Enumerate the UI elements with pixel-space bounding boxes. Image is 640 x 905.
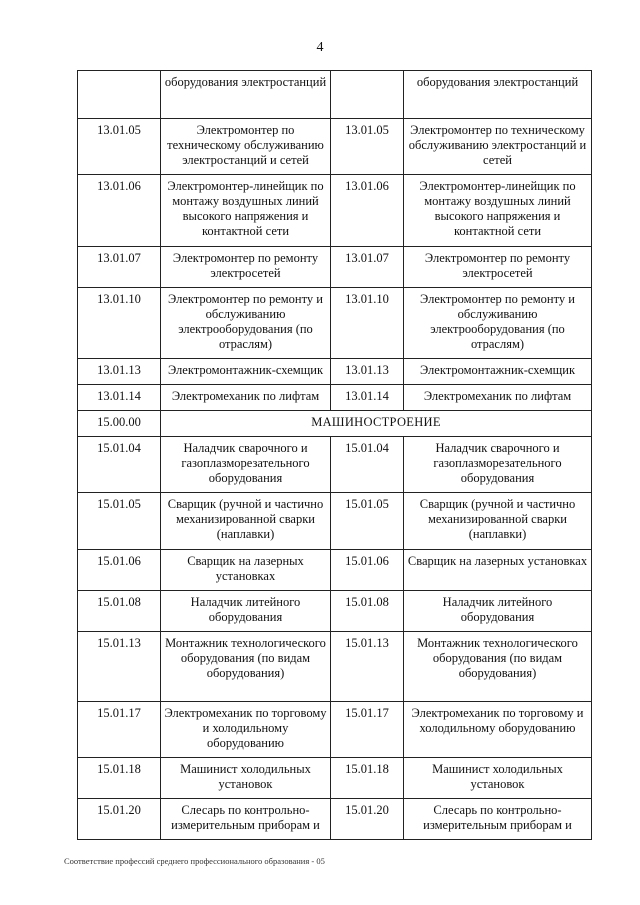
new-name-cell: Наладчик литейного оборудования — [404, 591, 592, 632]
old-code-cell: 15.01.05 — [78, 493, 161, 550]
old-code-cell: 13.01.05 — [78, 119, 161, 175]
page-number: 4 — [316, 40, 324, 55]
old-name-cell: Электромонтер по ремонту электросетей — [161, 247, 331, 288]
old-name-cell: Электромеханик по торговому и холодильному оборудованию — [161, 702, 331, 758]
old-code-cell: 13.01.07 — [78, 247, 161, 288]
new-name-cell: Сварщик (ручной и частично механизированной сварки (наплавки) — [404, 493, 592, 550]
new-name-cell: Электромонтер по ремонту электросетей — [404, 247, 592, 288]
table-row — [78, 799, 592, 840]
old-code-cell: 15.01.06 — [78, 550, 161, 591]
new-code-cell: 13.01.10 — [331, 288, 404, 359]
new-name-cell: Наладчик сварочного и газоплазморезательного оборудования — [404, 437, 592, 493]
new-name-cell: Машинист холодильных установок — [404, 758, 592, 799]
old-code-cell: 13.01.10 — [78, 288, 161, 359]
old-code-cell: 15.01.18 — [78, 758, 161, 799]
table-row — [78, 119, 592, 175]
section-row — [78, 411, 592, 437]
new-name-cell: Электромеханик по лифтам — [404, 385, 592, 411]
old-code-cell: 13.01.06 — [78, 175, 161, 247]
new-name-cell: Электромеханик по торговому и холодильному оборудованию — [404, 702, 592, 758]
table-row — [78, 175, 592, 247]
old-name-cell: Монтажник технологического оборудования (по видам оборудования) — [161, 632, 331, 702]
table-row — [78, 385, 592, 411]
old-name-cell: Электромонтер по ремонту и обслуживанию электрооборудования (по отраслям) — [161, 288, 331, 359]
new-code-cell: 15.01.17 — [331, 702, 404, 758]
old-code-cell: 15.01.13 — [78, 632, 161, 702]
table-body-machinery — [78, 437, 592, 840]
table-row — [78, 550, 592, 591]
old-code-cell: 15.01.04 — [78, 437, 161, 493]
table-row — [78, 288, 592, 359]
table-row — [78, 493, 592, 550]
new-name-cell: Слесарь по контрольно-измерительным приборам и — [404, 799, 592, 840]
old-code-cell: 13.01.14 — [78, 385, 161, 411]
old-code-cell: 15.01.17 — [78, 702, 161, 758]
new-code-cell: 15.01.08 — [331, 591, 404, 632]
old-name-cell: оборудования электростанций — [161, 71, 331, 119]
table-body-energy — [78, 71, 592, 411]
new-code-cell: 15.01.18 — [331, 758, 404, 799]
new-name-cell: Электромонтажник-схемщик — [404, 359, 592, 385]
new-code-cell: 15.01.13 — [331, 632, 404, 702]
old-name-cell: Наладчик сварочного и газоплазморезательного оборудования — [161, 437, 331, 493]
new-code-cell: 13.01.13 — [331, 359, 404, 385]
page-footer: Соответствие профессий среднего профессионального образования - 05 — [64, 856, 325, 866]
table-row — [78, 247, 592, 288]
old-name-cell: Слесарь по контрольно-измерительным приборам и — [161, 799, 331, 840]
new-name-cell: Электромонтер по техническому обслуживанию электростанций и сетей — [404, 119, 592, 175]
new-code-cell: 13.01.05 — [331, 119, 404, 175]
table-row — [78, 71, 592, 119]
old-code-cell — [78, 71, 161, 119]
section-code: 15.00.00 — [78, 411, 161, 437]
old-code-cell: 13.01.13 — [78, 359, 161, 385]
old-name-cell: Сварщик на лазерных установках — [161, 550, 331, 591]
section-title: МАШИНОСТРОЕНИЕ — [161, 411, 592, 437]
new-name-cell: Монтажник технологического оборудования (по видам оборудования) — [404, 632, 592, 702]
new-code-cell: 15.01.20 — [331, 799, 404, 840]
table-row — [78, 702, 592, 758]
new-code-cell: 13.01.06 — [331, 175, 404, 247]
professions-table — [77, 70, 592, 840]
new-name-cell: оборудования электростанций — [404, 71, 592, 119]
table-row — [78, 758, 592, 799]
old-code-cell: 15.01.20 — [78, 799, 161, 840]
old-name-cell: Машинист холодильных установок — [161, 758, 331, 799]
table-row — [78, 359, 592, 385]
old-name-cell: Электромонтер-линейщик по монтажу воздушных линий высокого напряжения и контактной сети — [161, 175, 331, 247]
new-name-cell: Электромонтер-линейщик по монтажу воздушных линий высокого напряжения и контактной сети — [404, 175, 592, 247]
new-code-cell: 13.01.14 — [331, 385, 404, 411]
old-name-cell: Наладчик литейного оборудования — [161, 591, 331, 632]
old-code-cell: 15.01.08 — [78, 591, 161, 632]
new-name-cell: Сварщик на лазерных установках — [404, 550, 592, 591]
new-code-cell: 15.01.06 — [331, 550, 404, 591]
new-code-cell: 15.01.05 — [331, 493, 404, 550]
old-name-cell: Электромеханик по лифтам — [161, 385, 331, 411]
old-name-cell: Сварщик (ручной и частично механизированной сварки (наплавки) — [161, 493, 331, 550]
table-row — [78, 591, 592, 632]
table-row — [78, 437, 592, 493]
new-code-cell: 15.01.04 — [331, 437, 404, 493]
new-code-cell — [331, 71, 404, 119]
new-code-cell: 13.01.07 — [331, 247, 404, 288]
table-section — [78, 411, 592, 437]
old-name-cell: Электромонтер по техническому обслуживанию электростанций и сетей — [161, 119, 331, 175]
old-name-cell: Электромонтажник-схемщик — [161, 359, 331, 385]
new-name-cell: Электромонтер по ремонту и обслуживанию электрооборудования (по отраслям) — [404, 288, 592, 359]
table-row — [78, 632, 592, 702]
